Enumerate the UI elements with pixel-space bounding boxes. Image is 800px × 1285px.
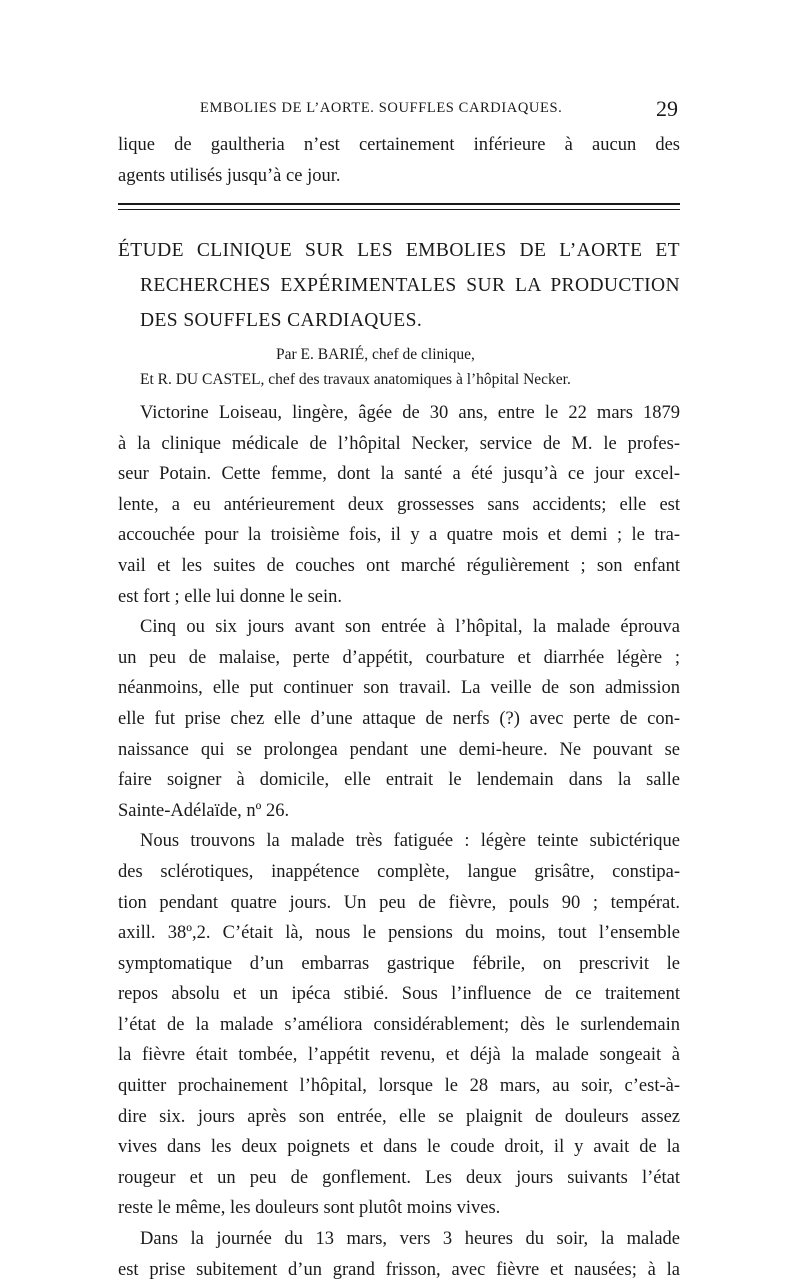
text-line: elle fut prise chez elle d’une attaque de nerfs (?) avec perte de con- (118, 708, 680, 729)
text-line: est prise subitement d’un grand frisson, avec fièvre et nausées; à la (118, 1259, 680, 1280)
text-line: reste le même, les douleurs sont plutôt moins vives. (118, 1198, 501, 1219)
text-line: Nous trouvons la malade très fatiguée : légère teinte subictérique (140, 831, 680, 852)
text-line: néanmoins, elle put continuer son travail. La veille de son admission (118, 678, 680, 699)
text-line: Dans la journée du 13 mars, vers 3 heures du soir, la malade (140, 1229, 680, 1250)
text-line: quitter prochainement l’hôpital, lorsque le 28 mars, au soir, c’est-à- (118, 1076, 680, 1097)
article-body (118, 398, 680, 1285)
author-line: Et R. DU CASTEL, chef des travaux anatomiques à l’hôpital Necker. (140, 371, 571, 388)
article-title-line: DES SOUFFLES CARDIAQUES. (140, 310, 423, 331)
text-line: lente, a eu antérieurement deux grossesses sans accidents; elle est (118, 494, 680, 515)
byline (118, 342, 680, 392)
text-line: vail et les suites de couches ont marché régulièrement ; son enfant (118, 555, 680, 576)
text-line: repos absolu et un ipéca stibié. Sous l’influence de ce traitement (118, 984, 680, 1005)
text-line: axill. 38º,2. C’était là, nous le pensions du moins, tout l’ensemble (118, 923, 680, 944)
text-line: un peu de malaise, perte d’appétit, courbature et diarrhée légère ; (118, 647, 680, 668)
running-head-title: EMBOLIES DE L’AORTE. SOUFFLES CARDIAQUES. (200, 100, 563, 116)
text-line: symptomatique d’un embarras gastrique fébrile, on prescrivit le (118, 953, 680, 974)
text-line: accouchée pour la troisième fois, il y a quatre mois et demi ; le tra- (118, 525, 680, 546)
text-line: naissance qui se prolongea pendant une demi-heure. Ne pouvant se (118, 739, 680, 760)
text-line: tion pendant quatre jours. Un peu de fièvre, pouls 90 ; températ. (118, 892, 680, 913)
article-title (118, 233, 680, 338)
text-line: rougeur et un peu de gonflement. Les deux jours suivants l’état (118, 1167, 680, 1188)
running-head (118, 96, 680, 124)
section-divider (118, 203, 680, 210)
text-line: Victorine Loiseau, lingère, âgée de 30 ans, entre le 22 mars 1879 (140, 403, 680, 423)
text-line: Cinq ou six jours avant son entrée à l’hôpital, la malade éprouva (140, 617, 680, 638)
text-line: vives dans les deux poignets et dans le coude droit, il y avait de la (118, 1137, 680, 1158)
text-line: est fort ; elle lui donne le sein. (118, 586, 342, 607)
preceding-paragraph-end (118, 130, 680, 191)
text-line: l’état de la malade s’améliora considérablement; dès le surlendemain (118, 1014, 680, 1035)
text-line: Sainte-Adélaïde, nº 26. (118, 800, 290, 821)
article-title-line: ÉTUDE CLINIQUE SUR LES EMBOLIES DE L’AORTE ET (118, 240, 680, 261)
text-line: faire soigner à domicile, elle entrait le lendemain dans la salle (118, 770, 680, 791)
text-line: dire six. jours après son entrée, elle se plaignit de douleurs assez (118, 1106, 680, 1127)
text-line: la fièvre était tombée, l’appétit revenu, et déjà la malade songeait à (118, 1045, 680, 1066)
text-line: seur Potain. Cette femme, dont la santé a été jusqu’à ce jour excel- (118, 464, 680, 485)
text-line: lique de gaultheria n’est certainement inférieure à aucun des (118, 135, 680, 155)
text-line: à la clinique médicale de l’hôpital Necker, service de M. le profes- (118, 433, 680, 454)
text-line: agents utilisés jusqu’à ce jour. (118, 165, 341, 186)
author-line: Par E. BARIÉ, chef de clinique, (276, 346, 475, 363)
page-number: 29 (656, 96, 678, 121)
article-title-line: RECHERCHES EXPÉRIMENTALES SUR LA PRODUCTION (140, 275, 680, 296)
text-line: des sclérotiques, inappétence complète, langue grisâtre, constipa- (118, 861, 680, 882)
